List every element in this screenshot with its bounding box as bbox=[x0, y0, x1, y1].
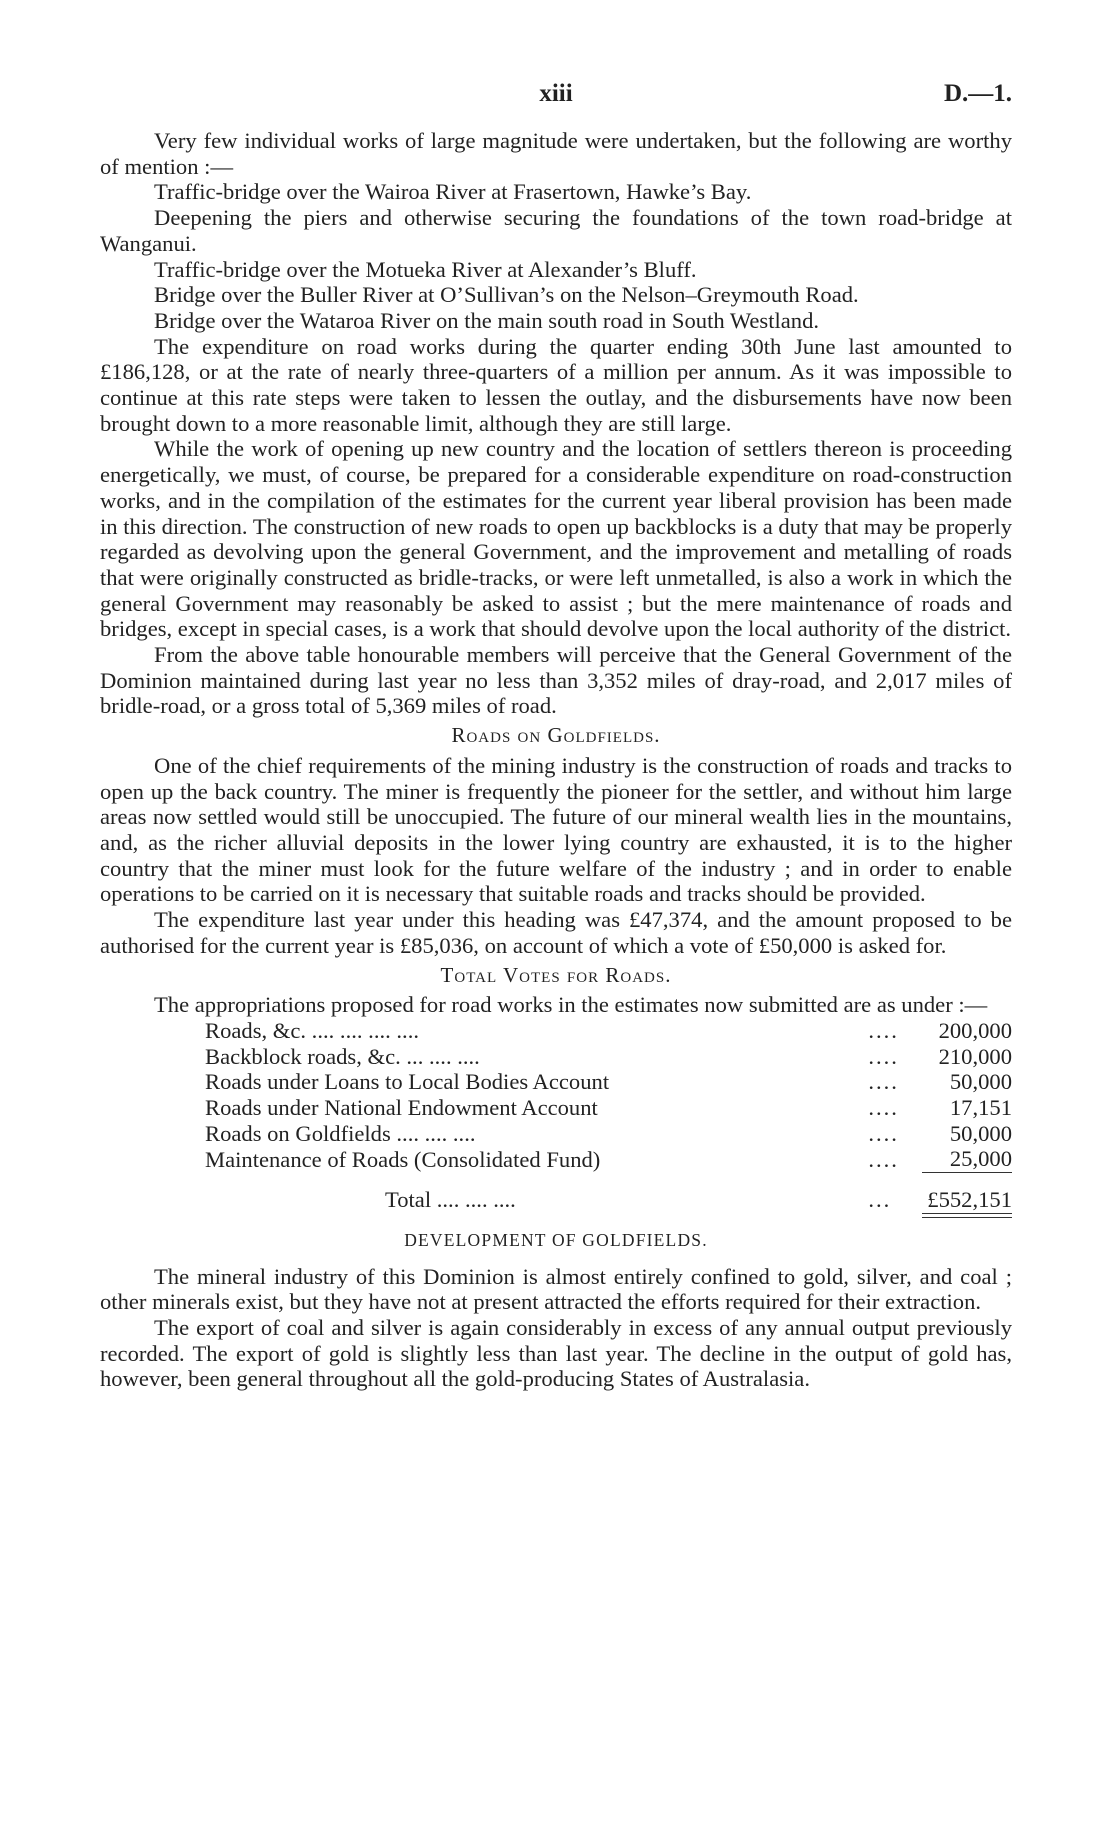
subtotal-rule bbox=[922, 1173, 1012, 1188]
row-amount: 200,000 bbox=[938, 1017, 1012, 1043]
row-label: Roads on Goldfields .... .... .... bbox=[205, 1120, 476, 1146]
works-list bbox=[100, 179, 1012, 333]
table-row bbox=[205, 1121, 1012, 1147]
work-item: Traffic-bridge over the Motueka River at Alexander’s Bluff. bbox=[154, 256, 697, 282]
row-label: Roads, &c. .... .... .... .... bbox=[205, 1017, 420, 1043]
row-amount: 50,000 bbox=[949, 1120, 1012, 1146]
work-item: Traffic-bridge over the Wairoa River at Frasertown, Hawke’s Bay. bbox=[154, 179, 752, 205]
section-heading-total-votes: Total Votes for Roads. bbox=[440, 962, 672, 987]
total-amount: £552,151 bbox=[927, 1187, 1012, 1213]
row-label: Roads under Loans to Local Bodies Account bbox=[205, 1069, 610, 1095]
intro-paragraph: Very few individual works of large magnitude were undertaken, but the following are worthy of mention :— bbox=[100, 128, 1012, 179]
row-leader: .... bbox=[868, 1069, 899, 1095]
section-heading-roads-on-goldfields: Roads on Goldfields. bbox=[451, 723, 661, 748]
body-paragraph: From the above table honourable members will perceive that the General Government of the Dominion maintained during last year no less than 3,352 miles of dray-road, and 2,017 miles of bridle-road, or a gross total of 5,369 miles of road. bbox=[100, 642, 1012, 719]
row-amount: 17,151 bbox=[949, 1095, 1012, 1121]
work-item: Deepening the piers and otherwise securing the foundations of the town road-bridge at Wanganui. bbox=[100, 205, 1012, 256]
table-row bbox=[205, 1069, 1012, 1095]
row-leader: .... bbox=[868, 1120, 899, 1146]
row-amount: 25,000 bbox=[949, 1146, 1012, 1172]
row-leader: .... bbox=[868, 1043, 899, 1069]
total-double-rule bbox=[922, 1213, 1012, 1217]
total-row bbox=[205, 1187, 1012, 1213]
body-paragraph: One of the chief requirements of the mining industry is the construction of roads and tracks to open up the back country. The miner is frequently the pioneer for the settler, and without him large areas now settled would still be unoccupied. The future of our mineral wealth lies in the mountains, and, as the richer alluvial deposits in the lower lying country are exhausted, it is to the higher country that the miner must look for the future welfare of the industry ; and in order to enable operations to be carried on it is necessary that suitable roads and tracks should be provided. bbox=[100, 752, 1012, 907]
table-row bbox=[205, 1044, 1012, 1070]
document-reference: D.—1. bbox=[943, 80, 1012, 107]
row-amount: 210,000 bbox=[938, 1043, 1012, 1069]
page-header bbox=[100, 80, 1012, 116]
row-label: Backblock roads, &c. ... .... .... bbox=[205, 1043, 480, 1069]
body-paragraph: The expenditure on road works during the quarter ending 30th June last amounted to £186,128, or at the rate of nearly three-quarters of a million per annum. As it was impossible to continue at this rate steps were taken to lessen the outlay, and the disbursements have now been brought down to a more reasonable limit, although they are still large. bbox=[100, 333, 1012, 436]
votes-table bbox=[205, 1018, 1012, 1218]
table-row bbox=[205, 1095, 1012, 1121]
row-leader: .... bbox=[868, 1017, 899, 1043]
total-double-rule-row bbox=[205, 1213, 1012, 1217]
body-paragraph: The expenditure last year under this heading was £47,374, and the amount proposed to be authorised for the current year is £85,036, on account of which a vote of £50,000 is asked for. bbox=[100, 907, 1012, 958]
total-leader: ... bbox=[868, 1187, 892, 1213]
page-number: xiii bbox=[539, 80, 573, 107]
row-leader: .... bbox=[868, 1146, 899, 1172]
row-label: Maintenance of Roads (Consolidated Fund) bbox=[205, 1146, 601, 1172]
table-row bbox=[205, 1018, 1012, 1044]
row-leader: .... bbox=[868, 1095, 899, 1121]
body-paragraph: The export of coal and silver is again considerably in excess of any annual output previously recorded. The export of gold is slightly less than last year. The decline in the output of gold has, however, been general throughout all the gold-producing States of Australasia. bbox=[100, 1314, 1012, 1392]
total-label: Total .... .... .... bbox=[385, 1187, 516, 1213]
table-row bbox=[205, 1146, 1012, 1172]
work-item: Bridge over the Wataroa River on the main south road in South Westland. bbox=[154, 307, 820, 333]
body-paragraph: The appropriations proposed for road works in the estimates now submitted are as under :— bbox=[154, 992, 988, 1018]
row-label: Roads under National Endowment Account bbox=[205, 1095, 598, 1121]
row-amount: 50,000 bbox=[949, 1069, 1012, 1095]
section-heading-development-of-goldfields: DEVELOPMENT OF GOLDFIELDS. bbox=[404, 1229, 708, 1250]
subtotal-rule-row bbox=[205, 1173, 1012, 1188]
body-paragraph: The mineral industry of this Dominion is almost entirely confined to gold, silver, and coal ; other minerals exist, but they have not at present attracted the efforts required for their extraction. bbox=[100, 1263, 1012, 1315]
page-content bbox=[100, 128, 1012, 1392]
work-item: Bridge over the Buller River at O’Sullivan’s on the Nelson–Greymouth Road. bbox=[154, 282, 859, 308]
body-paragraph: While the work of opening up new country and the location of settlers thereon is proceeding energetically, we must, of course, be prepared for a considerable expenditure on road-construction works, and in the compilation of the estimates for the current year liberal provision has been made in this direction. The construction of new roads to open up backblocks is a duty that may be properly regarded as devolving upon the general Government, and the improvement and metalling of roads that were originally constructed as bridle-tracks, or were left unmetalled, is also a work in which the general Government may reasonably be asked to assist ; but the mere maintenance of roads and bridges, except in special cases, is a work that should devolve upon the local authority of the district. bbox=[100, 436, 1012, 642]
